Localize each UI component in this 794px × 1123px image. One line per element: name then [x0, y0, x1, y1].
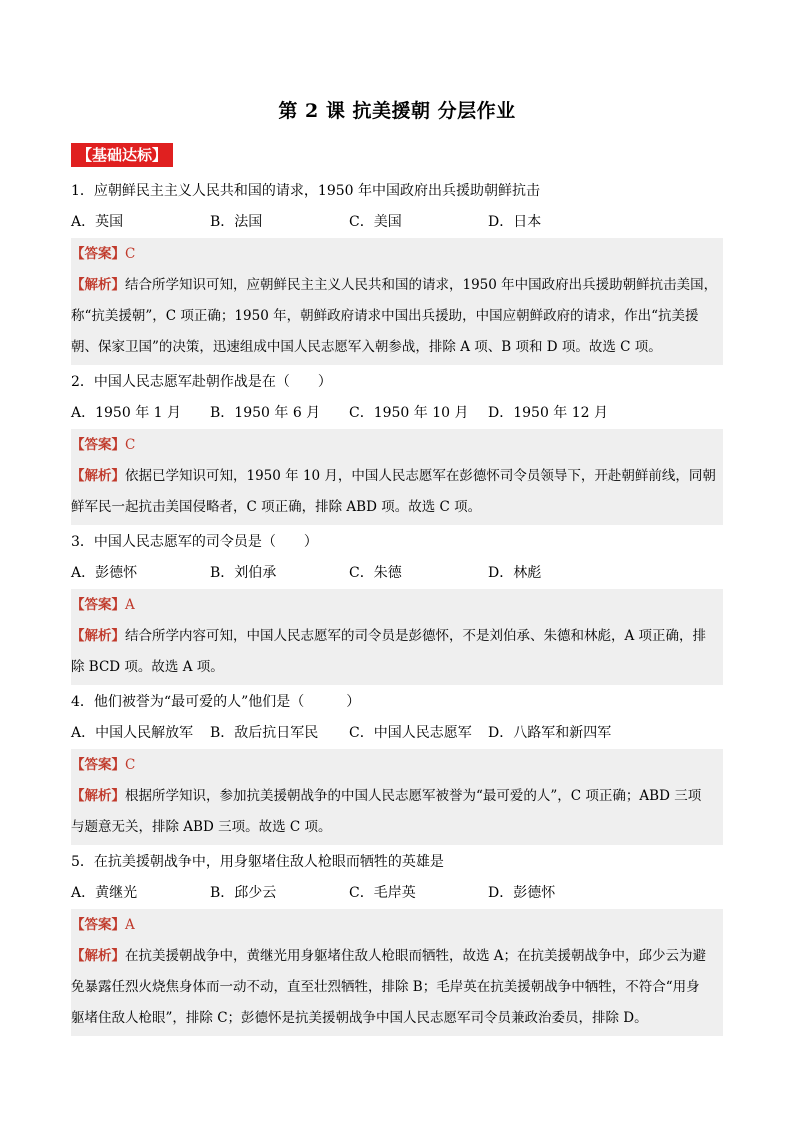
- option-b: B．1950 年 6 月: [210, 405, 321, 421]
- explanation-line: 【解析】根据所学知识，参加抗美援朝战争的中国人民志愿军被誉为“最可爱的人”，C 项正确；ABD 三项: [71, 788, 702, 804]
- question-item: [71, 527, 723, 685]
- option-a: A．中国人民解放军: [71, 725, 194, 741]
- explanation-line: 除 BCD 项。故选 A 项。: [71, 659, 224, 675]
- explanation-line: 与题意无关，排除 ABD 三项。故选 C 项。: [71, 819, 332, 835]
- question-options: [71, 878, 723, 909]
- answer-value: C: [125, 246, 136, 262]
- explanation: [71, 270, 723, 363]
- answer-label: 【答案】: [71, 917, 125, 933]
- explanation-line: 朝、保家卫国”的决策，迅速组成中国人民志愿军入朝参战，排除 A 项、B 项和 D 项。故选 C 项。: [71, 339, 662, 355]
- option-d: D．日本: [488, 214, 542, 230]
- option-c: C．1950 年 10 月: [349, 405, 469, 421]
- question-stem: 4．他们被誉为“最可爱的人”他们是（ ）: [71, 694, 361, 710]
- explanation-label: 【解析】: [71, 277, 125, 293]
- question-item: [71, 176, 723, 365]
- option-c: C．中国人民志愿军: [349, 725, 472, 741]
- option-a: A．英国: [71, 214, 124, 230]
- answer-value: C: [125, 757, 136, 773]
- question-item: [71, 687, 723, 845]
- section-tag-basic: 【基础达标】: [71, 143, 173, 167]
- explanation-line: 【解析】在抗美援朝战争中，黄继光用身躯堵住敌人枪眼而牺牲，故选 A；在抗美援朝战争中，邱少云为避: [71, 948, 707, 964]
- question-item: [71, 367, 723, 525]
- answer-label: 【答案】: [71, 597, 125, 613]
- option-c: C．美国: [349, 214, 402, 230]
- question-item: [71, 847, 723, 1036]
- answer-line: [71, 430, 723, 461]
- answer-block: [71, 429, 723, 525]
- option-a: A．彭德怀: [71, 565, 138, 581]
- answer-block: [71, 749, 723, 845]
- option-d: D．1950 年 12 月: [488, 405, 609, 421]
- option-b: B．邱少云: [210, 885, 277, 901]
- option-c: C．朱德: [349, 565, 402, 581]
- option-d: D．八路军和新四军: [488, 725, 612, 741]
- option-a: A．黄继光: [71, 885, 138, 901]
- explanation-label: 【解析】: [71, 948, 125, 964]
- question-options: [71, 207, 723, 238]
- answer-line: [71, 910, 723, 941]
- explanation-line: 免暴露任烈火烧焦身体而一动不动，直至壮烈牺牲，排除 B；毛岸英在抗美援朝战争中牺牲，不符合“用身: [71, 979, 700, 995]
- explanation: [71, 941, 723, 1034]
- answer-block: [71, 909, 723, 1036]
- explanation: [71, 621, 723, 683]
- question-list: [71, 176, 723, 1038]
- option-d: D．林彪: [488, 565, 542, 581]
- question-stem: 5．在抗美援朝战争中，用身躯堵住敌人枪眼而牺牲的英雄是: [71, 854, 444, 870]
- answer-value: C: [125, 437, 136, 453]
- explanation-label: 【解析】: [71, 788, 125, 804]
- explanation-line: 鲜军民一起抗击美国侵略者，C 项正确，排除 ABD 项。故选 C 项。: [71, 499, 482, 515]
- option-b: B．刘伯承: [210, 565, 277, 581]
- answer-block: [71, 589, 723, 685]
- question-stem: 3．中国人民志愿军的司令员是（ ）: [71, 534, 318, 550]
- answer-value: A: [125, 917, 135, 933]
- explanation-line: 【解析】结合所学知识可知，应朝鲜民主主义人民共和国的请求，1950 年中国政府出兵援助朝鲜抗击美国，: [71, 277, 718, 293]
- question-options: [71, 558, 723, 589]
- option-b: B．法国: [210, 214, 263, 230]
- option-a: A．1950 年 1 月: [71, 405, 181, 421]
- explanation-label: 【解析】: [71, 628, 125, 644]
- question-options: [71, 398, 723, 429]
- option-c: C．毛岸英: [349, 885, 416, 901]
- answer-label: 【答案】: [71, 757, 125, 773]
- answer-label: 【答案】: [71, 246, 125, 262]
- answer-label: 【答案】: [71, 437, 125, 453]
- answer-line: [71, 590, 723, 621]
- option-d: D．彭德怀: [488, 885, 556, 901]
- page-title: 第 2 课 抗美援朝 分层作业: [278, 100, 516, 122]
- question-stem: 1．应朝鲜民主主义人民共和国的请求，1950 年中国政府出兵援助朝鲜抗击: [71, 183, 540, 199]
- question-stem: 2．中国人民志愿军赴朝作战是在（ ）: [71, 374, 332, 390]
- question-options: [71, 718, 723, 749]
- answer-block: [71, 238, 723, 365]
- answer-line: [71, 239, 723, 270]
- answer-value: A: [125, 597, 135, 613]
- explanation: [71, 781, 723, 843]
- explanation-line: 躯堵住敌人枪眼”，排除 C；彭德怀是抗美援朝战争中国人民志愿军司令员兼政治委员，排除 D。: [71, 1010, 648, 1026]
- explanation: [71, 461, 723, 523]
- option-b: B．敌后抗日军民: [210, 725, 319, 741]
- explanation-line: 【解析】依据已学知识可知，1950 年 10 月，中国人民志愿军在彭德怀司令员领导下，开赴朝鲜前线，同朝: [71, 468, 716, 484]
- explanation-label: 【解析】: [71, 468, 125, 484]
- explanation-line: 称“抗美援朝”，C 项正确；1950 年，朝鲜政府请求中国出兵援助，中国应朝鲜政府的请求，作出“抗美援: [71, 308, 699, 324]
- answer-line: [71, 750, 723, 781]
- explanation-line: 【解析】结合所学内容可知，中国人民志愿军的司令员是彭德怀，不是刘伯承、朱德和林彪，A 项正确，排: [71, 628, 707, 644]
